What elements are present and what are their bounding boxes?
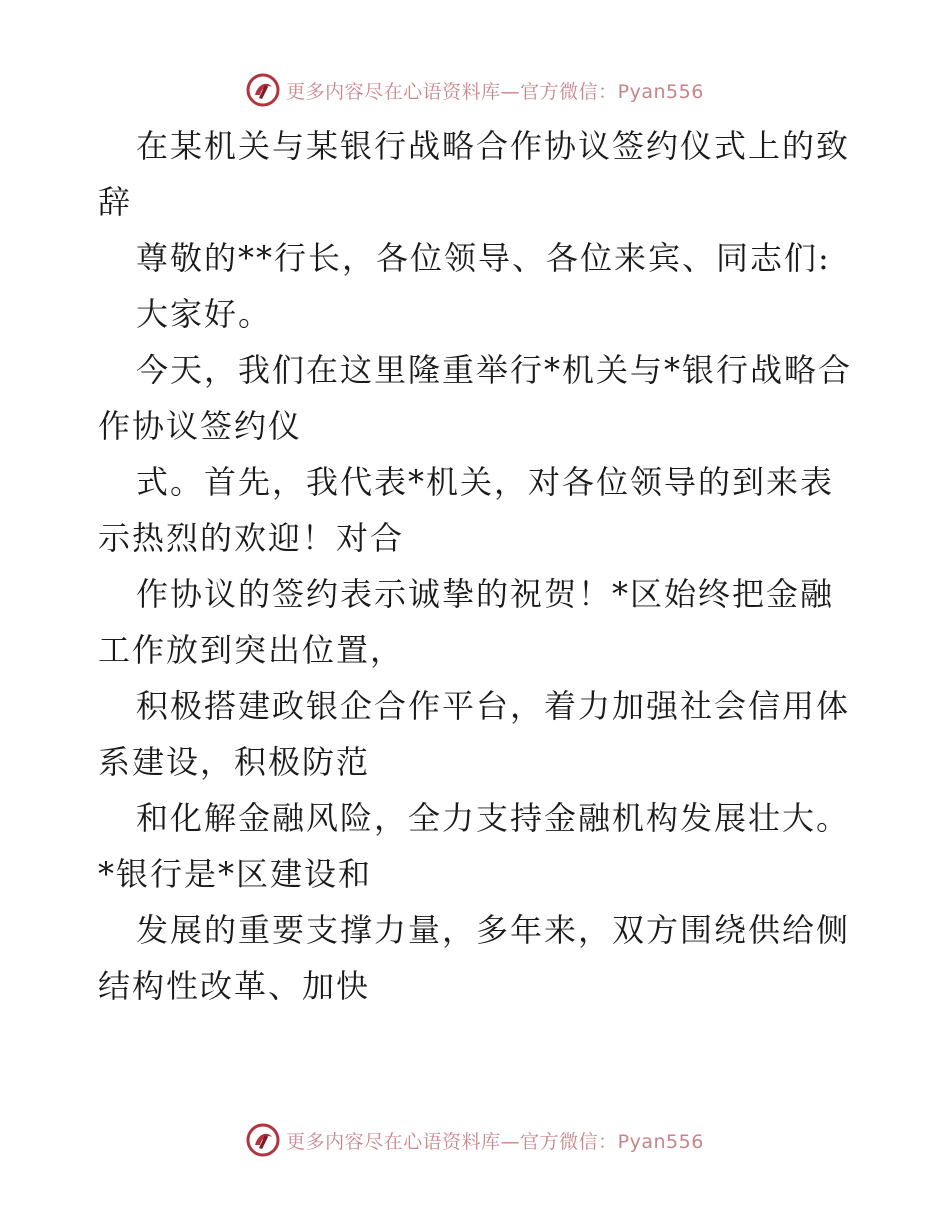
body-line: 积极搭建政银企合作平台，着力加强社会信用体 [136, 687, 851, 725]
body-line: 今天，我们在这里隆重举行*机关与*银行战略合 [136, 351, 853, 389]
footer-banner [0, 1120, 950, 1160]
body-line: 和化解金融风险，全力支持金融机构发展壮大。 [136, 799, 851, 837]
body-line: 作协议签约仪 [98, 407, 303, 445]
document-body [98, 118, 858, 1014]
header-banner-text: 更多内容尽在心语资料库—官方微信：Pyan556 [286, 80, 704, 103]
body-line: 发展的重要支撑力量，多年来，双方围绕供给侧 [136, 911, 851, 949]
body-line: 式。首先，我代表*机关，对各位领导的到来表 [136, 463, 835, 501]
body-line: 示热烈的欢迎！对合 [98, 519, 405, 557]
body-line: 在某机关与某银行战略合作协议签约仪式上的致 [136, 127, 851, 165]
footer-banner-text: 更多内容尽在心语资料库—官方微信：Pyan556 [286, 1130, 704, 1153]
body-line: 结构性改革、加快 [98, 967, 371, 1005]
body-line: 辞 [98, 183, 133, 221]
body-line: *银行是*区建设和 [98, 855, 373, 893]
header-banner [0, 70, 950, 110]
red-swirl-logo-icon [246, 1123, 280, 1157]
body-line: 尊敬的**行长，各位领导、各位来宾、同志们: [136, 239, 831, 277]
body-line: 工作放到突出位置， [98, 631, 405, 669]
body-line: 作协议的签约表示诚挚的祝贺！*区始终把金融 [136, 575, 835, 613]
red-swirl-logo-icon [246, 73, 280, 107]
body-line: 大家好。 [136, 295, 273, 333]
body-line: 系建设，积极防范 [98, 743, 371, 781]
